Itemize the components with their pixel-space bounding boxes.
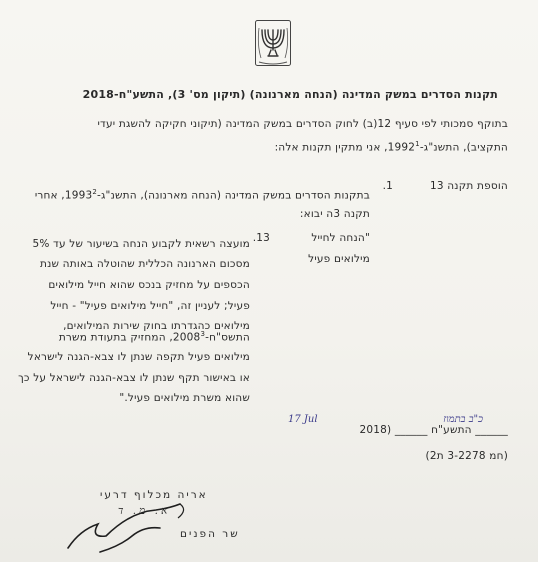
- state-emblem-menorah-icon: [255, 20, 291, 66]
- date-gregorian-year: (2018: [359, 424, 392, 436]
- date-line: [359, 424, 508, 436]
- new-reg-heading-line-2: מילואים פעיל: [308, 253, 370, 265]
- new-reg-line: מילואים פעיל תקפה שנתן לו צבא-הגנה לישראל: [27, 351, 250, 363]
- new-reg-line: פעיל; לעניין זה, "חייל מילואים פעיל" - חייל: [50, 300, 250, 312]
- preamble-text-post: , אני מתקין תקנות אלה:: [274, 141, 388, 154]
- new-reg-line: [59, 330, 250, 344]
- handwritten-hebrew-month: בתמוז: [443, 414, 466, 425]
- date-hebrew-day-blank: ______: [475, 424, 508, 436]
- new-reg-line: מסכום הארנונה הכללית שהוטלה באותה שנת: [40, 258, 250, 270]
- section-1-line-1: [35, 188, 370, 202]
- preamble-text-pre: התקציב), התשנ"ג-1992: [387, 141, 508, 154]
- preamble-line-1: בתוקף סמכותי לפי סעיף 12(ב) לחוק הסדרים במשק המדינה (תיקוני חקיקה להשגת יעדי: [97, 118, 508, 130]
- section-1-heading: הוספת תקנה 13: [429, 180, 508, 192]
- handwritten-hebrew-date: [443, 414, 483, 425]
- document-title: תקנות הסדרים במשק המדינה (הנחה מארנונה) (תיקון מס' 3), התשע"ח-2018: [82, 88, 498, 101]
- handwritten-date: [288, 414, 318, 425]
- section-1-text-pre: בתקנות הסדרים במשק המדינה (הנחה מארנונה), התשנ"ג-1993: [64, 189, 370, 202]
- signature-scrawl: [60, 490, 230, 560]
- preamble-line-2: [275, 140, 508, 154]
- handwritten-month: Jul: [303, 414, 318, 425]
- signatory-name: אריה מכלוף דרעי: [100, 489, 208, 501]
- handwritten-initials: א. מ. ד: [118, 505, 171, 517]
- handwritten-day: 17: [288, 414, 301, 425]
- new-reg-text-post: , המחזיק בתעודת משרת: [58, 331, 173, 344]
- new-reg-heading-line-1: "הנחה לחייל: [311, 232, 370, 244]
- new-reg-line: או באישור תקף שנתן לו צבא-הגנה לישראל על כך: [18, 372, 250, 384]
- new-reg-number: 13.: [252, 232, 270, 244]
- new-reg-line: שהוא משרת מילואים פעיל.": [119, 392, 250, 404]
- date-gregorian-blank: ______: [394, 424, 428, 436]
- section-1-line-2: תקנה 3ה יבוא:: [299, 208, 370, 220]
- new-reg-text-pre: התשס"ח-2008: [172, 331, 250, 344]
- reference-number: (חמ 3-2278 ת2): [425, 450, 508, 462]
- footnote-marker: 2: [92, 188, 98, 196]
- section-1-number: 1.: [382, 180, 393, 192]
- date-hebrew-label: התשע"ח: [431, 424, 472, 436]
- signatory-title: שר הפנים: [180, 528, 240, 540]
- new-reg-line: מילואים כהגדרתו בחוק שירות המילואים,: [63, 320, 250, 332]
- new-reg-line: מועצה רשאית לקבוע הנחה בשיעור של עד 5%: [32, 238, 250, 250]
- section-1-text-post: , אחרי: [34, 189, 65, 202]
- handwritten-hebrew-day: כ"ב: [468, 414, 483, 425]
- new-reg-line: הכספים על מחזיק בנכס שהוא חייל מילואים: [48, 279, 250, 291]
- footnote-marker: 1: [415, 140, 420, 148]
- footnote-marker: 3: [200, 330, 206, 338]
